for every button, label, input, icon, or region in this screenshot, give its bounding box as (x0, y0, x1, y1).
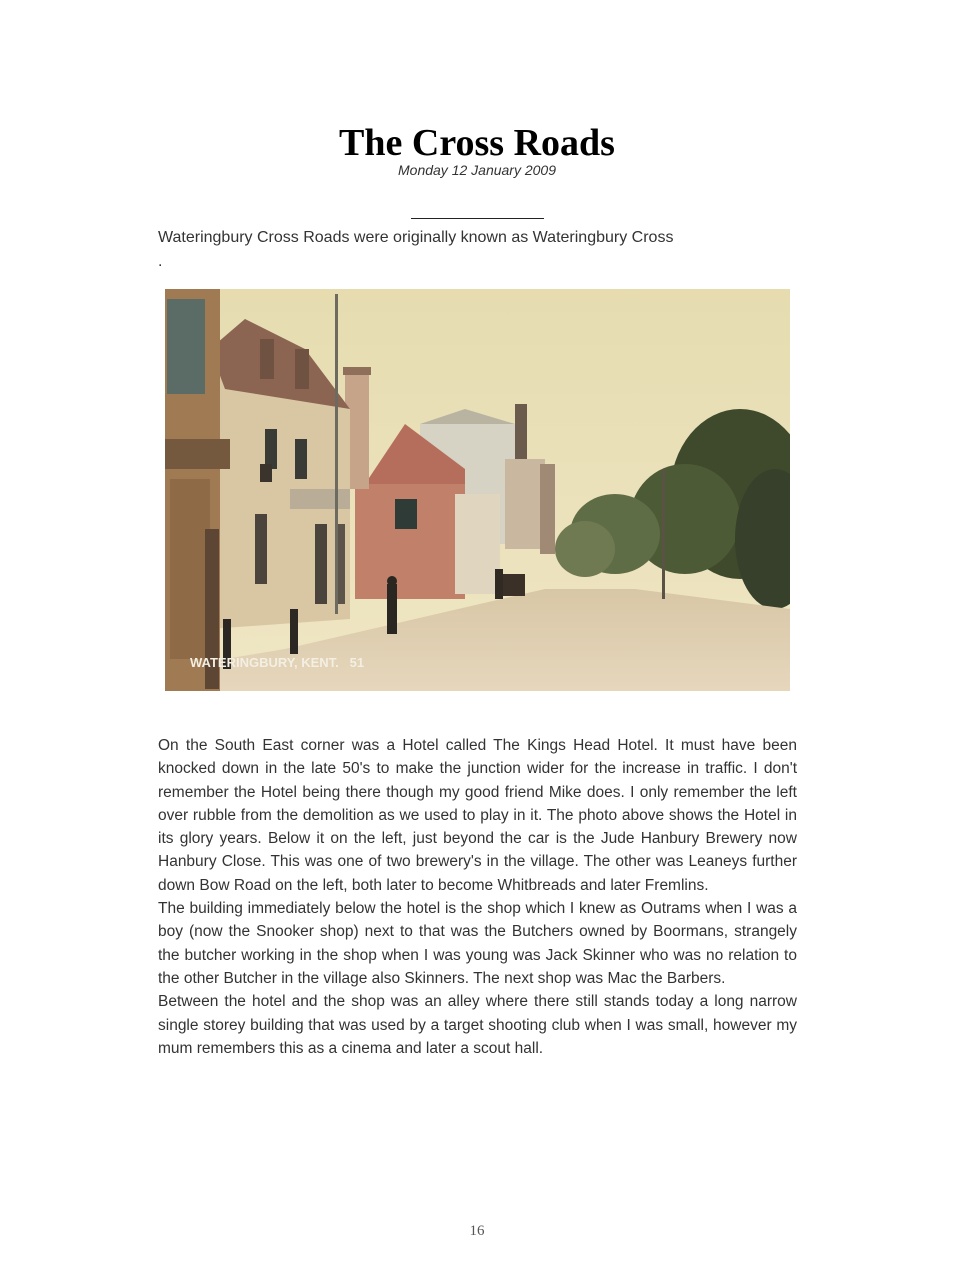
postcard-photo (165, 289, 790, 691)
title-separator (411, 218, 544, 219)
intro-trailing-dot: . (158, 253, 163, 270)
article-paragraph: Between the hotel and the shop was an alley where there still stands today a long narrow single storey building that was used by a target shooting club when I was small, however my mum remembers this as a cinema and later a scout hall. (158, 993, 797, 1057)
telegraph-pole (335, 294, 338, 614)
article-paragraph: On the South East corner was a Hotel called The Kings Head Hotel. It must have been knocked down in the late 50's to make the junction wider for the increase in traffic. I don't remember the Hotel being there though my good friend Mike does. I only remember the left over rubble from the demolition as we used to play in it. The photo above shows the Hotel in its glory years. Below it on the left, just beyond the car is the Jude Hanbury Brewery now Hanbury Close. This was one of two brewery's in the village. The other was Leaneys further down Bow Road on the left, both later to become Whitbreads and later Fremlins. (158, 737, 797, 894)
post-date: Monday 12 January 2009 (398, 162, 556, 178)
article-body (158, 734, 797, 1060)
intro-text: Wateringbury Cross Roads were originally known as Wateringbury Cross (158, 229, 674, 246)
page-number: 16 (469, 1223, 485, 1239)
page-title: The Cross Roads (339, 122, 615, 164)
postcard-caption: WATERINGBURY, KENT. 51 (190, 655, 365, 670)
telegraph-pole-right (662, 469, 665, 599)
article-paragraph: The building immediately below the hotel is the shop which I knew as Outrams when I was a boy (now the Snooker shop) next to that was the Butchers owned by Boormans, strangely the butcher working in the shop when I was young was Jack Skinner who was no relation to the other Butcher in the village also Skinners. The next shop was Mac the Barbers. (158, 900, 797, 987)
bollard (290, 609, 298, 654)
